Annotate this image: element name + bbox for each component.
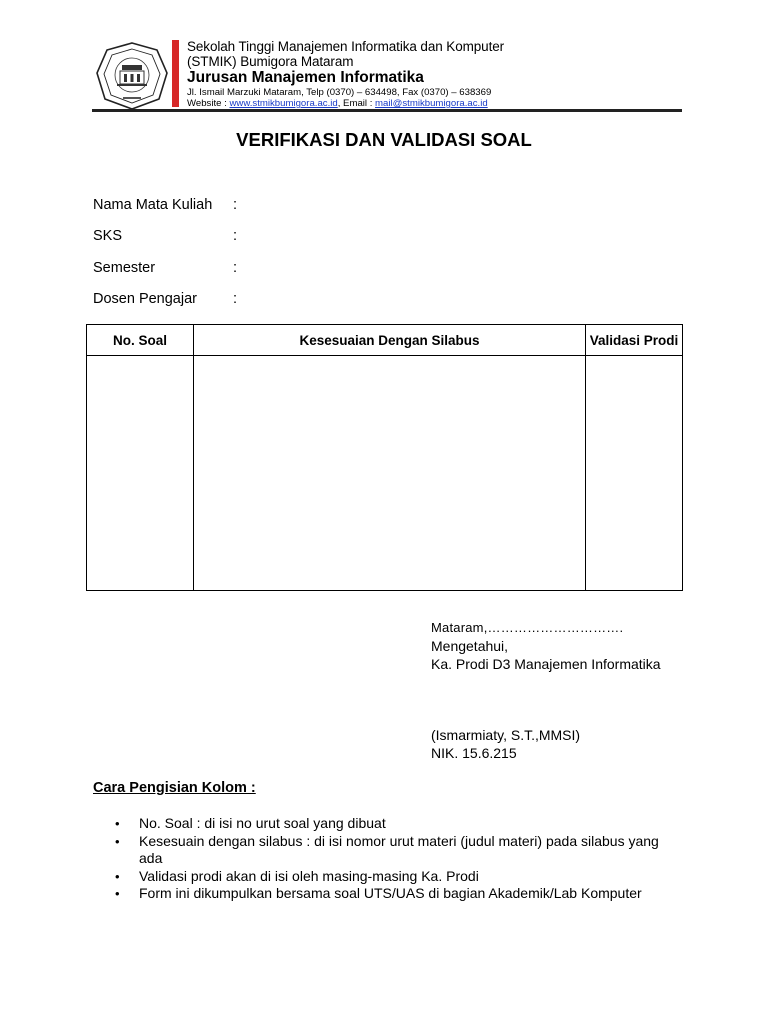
website-label: Website : bbox=[187, 98, 230, 109]
column-header-no-soal: No. Soal bbox=[87, 325, 194, 356]
cell-kesesuaian[interactable] bbox=[194, 356, 586, 591]
instruction-text: Validasi prodi akan di isi oleh masing-masing Ka. Prodi bbox=[139, 867, 479, 884]
table-header-row bbox=[87, 325, 683, 356]
instructions-list bbox=[93, 815, 693, 903]
field-colon: : bbox=[233, 197, 238, 213]
column-header-validasi: Validasi Prodi bbox=[586, 325, 683, 356]
list-item bbox=[93, 833, 693, 868]
instructions-title: Cara Pengisian Kolom : bbox=[93, 780, 256, 796]
field-label: Nama Mata Kuliah bbox=[93, 197, 213, 213]
field-label: SKS bbox=[93, 228, 123, 244]
institution-address: Jl. Ismail Marzuki Mataram, Telp (0370) – 634498, Fax (0370) – 638369 bbox=[187, 87, 492, 98]
cell-no-soal[interactable] bbox=[87, 356, 194, 591]
letterhead-text bbox=[187, 39, 687, 109]
page-title: VERIFIKASI DAN VALIDASI SOAL bbox=[236, 129, 532, 150]
email-label: , Email : bbox=[337, 98, 376, 109]
field-dosen-pengajar[interactable] bbox=[93, 291, 237, 307]
list-item bbox=[93, 868, 693, 886]
contact-line bbox=[187, 98, 687, 109]
signer-nik: NIK. 15.6.215 bbox=[431, 745, 517, 761]
institution-seal-icon bbox=[95, 41, 169, 111]
acknowledged-label: Mengetahui, bbox=[431, 638, 509, 654]
cell-validasi[interactable] bbox=[586, 356, 683, 591]
place-date: Mataram,…………………………. bbox=[431, 620, 624, 635]
website-link[interactable]: www.stmikbumigora.ac.id bbox=[229, 98, 338, 109]
letterhead-divider bbox=[92, 109, 682, 112]
letterhead bbox=[92, 36, 682, 114]
instruction-text: Kesesuain dengan silabus : di isi nomor urut materi (judul materi) pada silabus yang ada bbox=[139, 832, 659, 866]
field-colon: : bbox=[233, 228, 238, 244]
bullet-icon: • bbox=[115, 868, 120, 884]
field-label: Dosen Pengajar bbox=[93, 291, 197, 307]
bullet-icon: • bbox=[115, 833, 120, 849]
field-sks[interactable] bbox=[93, 228, 237, 244]
field-colon: : bbox=[233, 260, 238, 276]
letterhead-accent-bar bbox=[172, 40, 179, 107]
field-colon: : bbox=[233, 291, 238, 307]
list-item bbox=[93, 815, 693, 833]
instruction-text: Form ini dikumpulkan bersama soal UTS/UAS di bagian Akademik/Lab Komputer bbox=[139, 885, 642, 901]
table-row bbox=[87, 356, 683, 591]
field-nama-mata-kuliah[interactable] bbox=[93, 197, 237, 213]
bullet-icon: • bbox=[115, 886, 120, 901]
email-link[interactable]: mail@stmikbumigora.ac.id bbox=[375, 98, 488, 109]
field-semester[interactable] bbox=[93, 260, 237, 276]
department-name: Jurusan Manajemen Informatika bbox=[187, 69, 424, 86]
column-header-kesesuaian: Kesesuaian Dengan Silabus bbox=[194, 325, 586, 356]
institution-name: Sekolah Tinggi Manajemen Informatika dan Komputer bbox=[187, 39, 505, 54]
signer-name: (Ismarmiaty, S.T.,MMSI) bbox=[431, 727, 581, 743]
bullet-icon: • bbox=[115, 816, 120, 831]
list-item bbox=[93, 885, 693, 903]
instruction-text: No. Soal : di isi no urut soal yang dibuat bbox=[139, 815, 386, 831]
field-label: Semester bbox=[93, 260, 156, 276]
institution-short-name: (STMIK) Bumigora Mataram bbox=[187, 54, 354, 69]
verification-table bbox=[86, 324, 683, 591]
signer-position: Ka. Prodi D3 Manajemen Informatika bbox=[431, 656, 661, 672]
